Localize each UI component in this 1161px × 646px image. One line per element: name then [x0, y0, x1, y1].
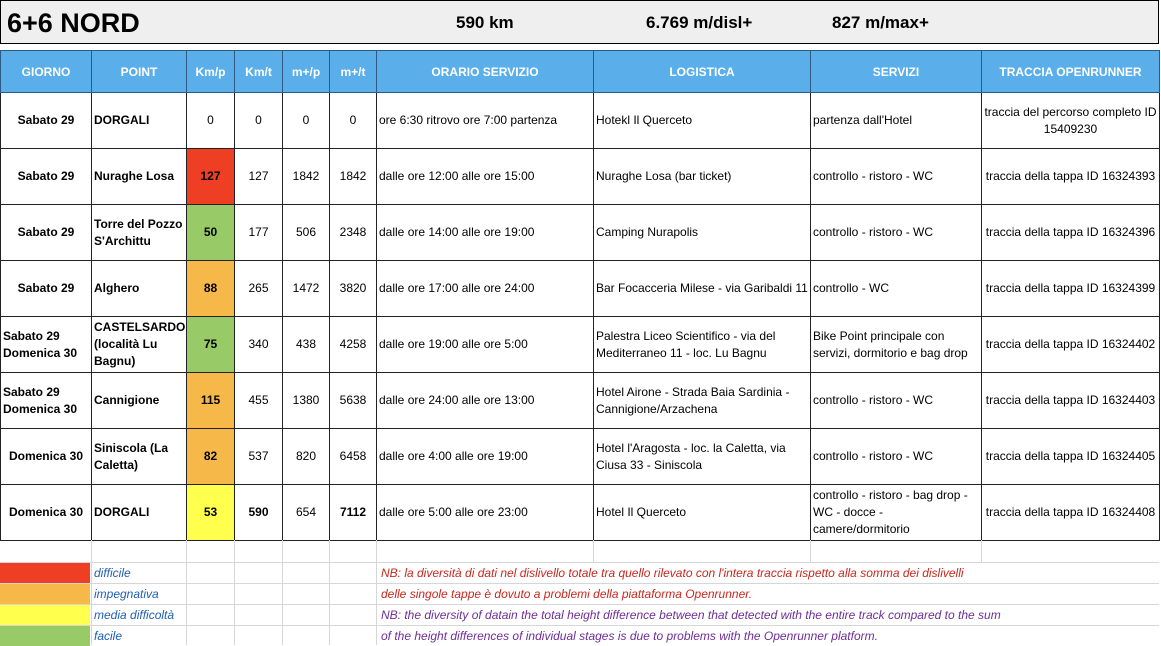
cell-servizi: controllo - WC [811, 261, 982, 317]
cell-point: Torre del Pozzo S'Archittu [92, 205, 187, 261]
cell-traccia: traccia della tappa ID 16324408 [982, 485, 1160, 541]
legend-row [0, 583, 1159, 604]
title-bar [0, 0, 1159, 44]
cell-servizi: controllo - ristoro - bag drop - WC - docce - camere/dormitorio [811, 485, 982, 541]
cell-m-p: 820 [283, 429, 330, 485]
cell-km-t: 177 [235, 205, 283, 261]
cell-km-p: 50 [187, 205, 235, 261]
cell-day: Sabato 29 Domenica 30 [1, 373, 92, 429]
cell-orario: dalle ore 4:00 alle ore 19:00 [377, 429, 594, 485]
legend-label: impegnativa [94, 587, 159, 601]
col-giorno: GIORNO [1, 51, 92, 93]
cell-km-t: 590 [235, 485, 283, 541]
cell-servizi: controllo - ristoro - WC [811, 149, 982, 205]
cell-day: Sabato 29 [1, 93, 92, 149]
cell-point: Cannigione [92, 373, 187, 429]
cell-m-p: 506 [283, 205, 330, 261]
cell-day: Sabato 29 [1, 261, 92, 317]
col-km-p: Km/p [187, 51, 235, 93]
legend-row [0, 562, 1159, 583]
cell-point: DORGALI [92, 93, 187, 149]
cell-km-p: 88 [187, 261, 235, 317]
table-row [1, 485, 1160, 541]
cell-km-p: 53 [187, 485, 235, 541]
cell-day: Domenica 30 [1, 429, 92, 485]
col-logistica: LOGISTICA [594, 51, 811, 93]
swatch-orange [0, 584, 90, 604]
cell-m-t: 1842 [330, 149, 377, 205]
cell-m-t: 4258 [330, 317, 377, 373]
cell-point: CASTELSARDO (località Lu Bagnu) [92, 317, 187, 373]
cell-m-t: 7112 [330, 485, 377, 541]
cell-orario: dalle ore 5:00 alle ore 23:00 [377, 485, 594, 541]
cell-m-p: 0 [283, 93, 330, 149]
table-row [1, 317, 1160, 373]
cell-orario: dalle ore 14:00 alle ore 19:00 [377, 205, 594, 261]
legend-label: difficile [94, 566, 131, 580]
cell-km-p: 115 [187, 373, 235, 429]
cell-m-t: 6458 [330, 429, 377, 485]
table-row [1, 205, 1160, 261]
page-title: 6+6 NORD [7, 8, 140, 38]
legend-label: facile [94, 629, 123, 643]
cell-traccia: traccia della tappa ID 16324396 [982, 205, 1160, 261]
cell-point: DORGALI [92, 485, 187, 541]
cell-orario: dalle ore 24:00 alle ore 13:00 [377, 373, 594, 429]
cell-traccia: traccia del percorso completo ID 15409230 [982, 93, 1160, 149]
table-row [1, 93, 1160, 149]
cell-servizi: controllo - ristoro - WC [811, 373, 982, 429]
table-header [1, 51, 1160, 93]
col-m-p: m+/p [283, 51, 330, 93]
cell-day: Sabato 29 Domenica 30 [1, 317, 92, 373]
cell-servizi: controllo - ristoro - WC [811, 429, 982, 485]
cell-logistica: Camping Nurapolis [594, 205, 811, 261]
cell-traccia: traccia della tappa ID 16324405 [982, 429, 1160, 485]
cell-traccia: traccia della tappa ID 16324399 [982, 261, 1160, 317]
cell-km-t: 455 [235, 373, 283, 429]
legend-row [0, 604, 1159, 625]
cell-m-p: 654 [283, 485, 330, 541]
col-m-t: m+/t [330, 51, 377, 93]
col-km-t: Km/t [235, 51, 283, 93]
cell-km-p: 0 [187, 93, 235, 149]
swatch-green [0, 626, 90, 646]
legend-row [0, 625, 1159, 646]
cell-m-p: 1472 [283, 261, 330, 317]
cell-orario: dalle ore 12:00 alle ore 15:00 [377, 149, 594, 205]
cell-km-t: 340 [235, 317, 283, 373]
cell-orario: ore 6:30 ritrovo ore 7:00 partenza [377, 93, 594, 149]
stages-table [0, 50, 1160, 541]
cell-m-t: 0 [330, 93, 377, 149]
cell-day: Sabato 29 [1, 149, 92, 205]
spacer-row [0, 540, 1159, 562]
cell-orario: dalle ore 19:00 alle ore 5:00 [377, 317, 594, 373]
cell-m-t: 5638 [330, 373, 377, 429]
cell-logistica: Nuraghe Losa (bar ticket) [594, 149, 811, 205]
table-row [1, 149, 1160, 205]
cell-day: Domenica 30 [1, 485, 92, 541]
table-row [1, 261, 1160, 317]
cell-km-t: 265 [235, 261, 283, 317]
cell-m-p: 1380 [283, 373, 330, 429]
note-line: NB: the diversity of datain the total height difference between that detected with the entire track compared to the sum [381, 608, 1001, 622]
cell-km-t: 0 [235, 93, 283, 149]
cell-km-t: 537 [235, 429, 283, 485]
note-line: delle singole tappe è dovuto a problemi della piattaforma Openrunner. [381, 587, 753, 601]
cell-km-p: 82 [187, 429, 235, 485]
col-point: POINT [92, 51, 187, 93]
cell-m-p: 438 [283, 317, 330, 373]
cell-logistica: Hotel l'Aragosta - loc. la Caletta, via Ciusa 33 - Siniscola [594, 429, 811, 485]
legend [0, 562, 1159, 645]
cell-logistica: Palestra Liceo Scientifico - via del Mediterraneo 11 - loc. Lu Bagnu [594, 317, 811, 373]
cell-traccia: traccia della tappa ID 16324403 [982, 373, 1160, 429]
col-servizi: SERVIZI [811, 51, 982, 93]
cell-m-t: 3820 [330, 261, 377, 317]
cell-km-p: 75 [187, 317, 235, 373]
col-traccia: TRACCIA OPENRUNNER [982, 51, 1160, 93]
cell-m-p: 1842 [283, 149, 330, 205]
swatch-yellow [0, 605, 90, 625]
note-line: of the height differences of individual stages is due to problems with the Openrunner platform. [381, 629, 878, 643]
max-altitude: 827 m/max+ [832, 13, 929, 32]
table-row [1, 429, 1160, 485]
cell-point: Siniscola (La Caletta) [92, 429, 187, 485]
cell-point: Nuraghe Losa [92, 149, 187, 205]
table-row [1, 373, 1160, 429]
swatch-red [0, 563, 90, 583]
cell-servizi: Bike Point principale con servizi, dormitorio e bag drop [811, 317, 982, 373]
col-orario: ORARIO SERVIZIO [377, 51, 594, 93]
cell-logistica: Bar Focacceria Milese - via Garibaldi 11 [594, 261, 811, 317]
cell-logistica: Hotekl Il Querceto [594, 93, 811, 149]
total-distance: 590 km [456, 13, 514, 32]
note-line: NB: la diversità di dati nel dislivello totale tra quello rilevato con l'intera traccia rispetto alla somma dei dislivelli [381, 566, 964, 580]
cell-km-p: 127 [187, 149, 235, 205]
cell-traccia: traccia della tappa ID 16324402 [982, 317, 1160, 373]
legend-label: media difficoltà [94, 608, 175, 622]
cell-day: Sabato 29 [1, 205, 92, 261]
cell-orario: dalle ore 17:00 alle ore 24:00 [377, 261, 594, 317]
cell-m-t: 2348 [330, 205, 377, 261]
total-elevation-gain: 6.769 m/disl+ [646, 13, 753, 32]
cell-servizi: partenza dall'Hotel [811, 93, 982, 149]
cell-traccia: traccia della tappa ID 16324393 [982, 149, 1160, 205]
cell-servizi: controllo - ristoro - WC [811, 205, 982, 261]
cell-logistica: Hotel Airone - Strada Baia Sardinia - Cannigione/Arzachena [594, 373, 811, 429]
cell-point: Alghero [92, 261, 187, 317]
cell-km-t: 127 [235, 149, 283, 205]
cell-logistica: Hotel Il Querceto [594, 485, 811, 541]
